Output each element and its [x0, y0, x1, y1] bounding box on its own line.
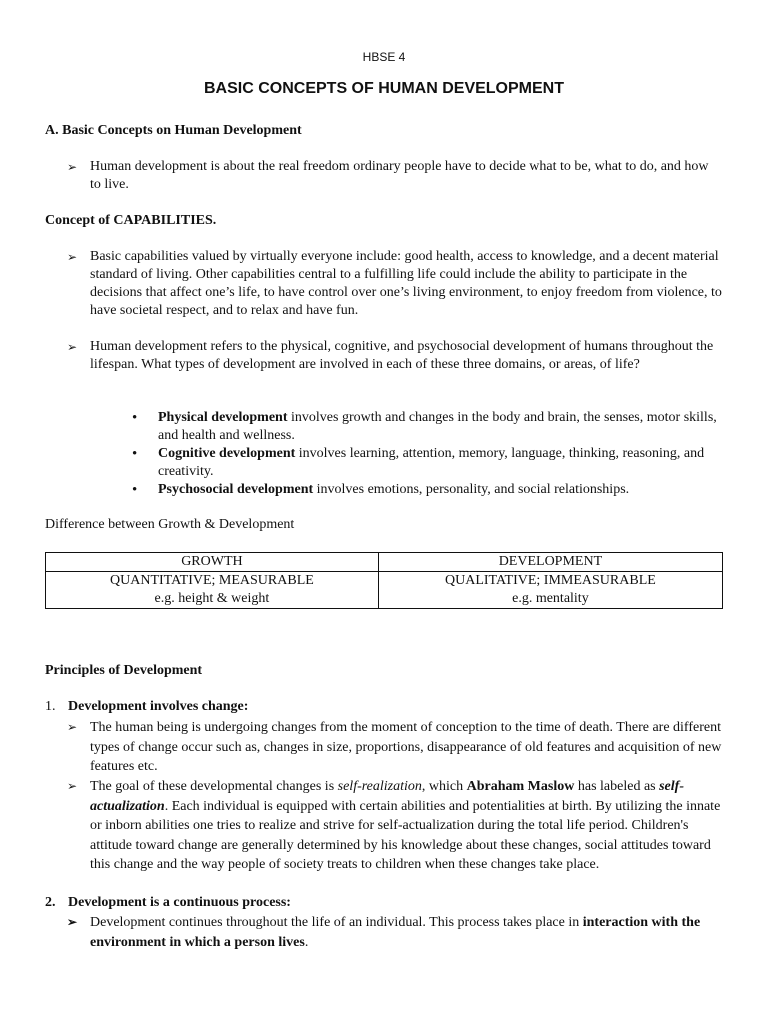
disc-bullet-icon: •	[132, 482, 138, 498]
page-header: HBSE 4	[362, 50, 406, 64]
table-header-cell: DEVELOPMENT	[378, 553, 722, 572]
list-item	[67, 777, 722, 875]
list-item	[67, 158, 722, 194]
text-run: The goal of these developmental changes is	[90, 779, 338, 794]
table-caption: Difference between Growth & Development	[45, 517, 295, 532]
domain-term: Cognitive development	[158, 446, 296, 461]
arrow-bullet-icon: ➢	[67, 250, 78, 264]
list-item-text: Human development refers to the physical, cognitive, and psychosocial development of humans throughout the lifespan. What types of development are involved in each of these three domains, or areas, of life?	[90, 339, 714, 372]
text-run: .	[304, 934, 309, 950]
disc-bullet-icon: •	[132, 410, 138, 426]
list-item-text: The human being is undergoing changes from the moment of conception to the time of death. There are different types of change occur such as, changes in size, proportions, disappearance of old features and acquisition of new features etc.	[90, 720, 722, 774]
text-run: Development continues throughout the life of an individual. This process takes place in	[90, 915, 583, 930]
cell-line: e.g. mentality	[512, 591, 589, 606]
table-header-row	[46, 553, 723, 572]
capabilities-heading: Concept of CAPABILITIES.	[45, 213, 217, 228]
table-header-cell: GROWTH	[46, 553, 379, 572]
numbered-item	[45, 894, 725, 912]
arrow-bullet-icon: ➢	[67, 340, 78, 354]
arrow-bullet-icon: ➢	[67, 720, 78, 734]
list-item	[132, 409, 722, 445]
disc-bullet-icon: •	[132, 446, 138, 462]
text-run: Abraham Maslow	[466, 779, 575, 794]
text-run: , which	[421, 779, 467, 794]
arrow-bullet-icon: ➢	[67, 779, 78, 793]
item-title: Development involves change:	[68, 699, 249, 714]
section-a-heading: A. Basic Concepts on Human Development	[45, 123, 302, 138]
growth-development-table	[45, 552, 723, 609]
list-item	[67, 913, 722, 952]
list-item-text	[90, 777, 722, 875]
item-number: 2.	[45, 895, 56, 910]
list-item-text: Human development is about the real freedom ordinary people have to decide what to be, what to do, and how to live.	[90, 159, 709, 192]
list-item	[132, 445, 722, 481]
text-run: self-actualization	[90, 779, 684, 814]
table-cell	[46, 572, 379, 609]
list-item-text: Basic capabilities valued by virtually everyone include: good health, access to knowledge, and a decent material standard of living. Other capabilities central to a fulfilling life could include the ability to participate in the decisions that affect one’s life, to have control over one’s living environment, to enjoy freedom from violence, to have societal respect, and to relax and have fun.	[90, 249, 722, 318]
domain-term: Physical development	[158, 410, 288, 425]
text-run: interaction with the environment in which a person lives	[90, 915, 701, 950]
table-row	[46, 572, 723, 609]
numbered-item	[45, 698, 725, 716]
text-run: self-realization	[337, 779, 422, 794]
principles-heading: Principles of Development	[45, 663, 203, 678]
item-number: 1.	[45, 699, 56, 714]
domain-term: Psychosocial development	[158, 482, 314, 497]
domain-description: involves learning, attention, memory, language, thinking, reasoning, and creativity.	[158, 446, 705, 479]
item-title: Development is a continuous process:	[68, 895, 291, 910]
table-cell	[378, 572, 722, 609]
domain-description: involves growth and changes in the body and brain, the senses, motor skills, and health and wellness.	[158, 410, 717, 443]
text-run: has labeled as	[574, 779, 660, 794]
cell-line: QUALITATIVE; IMMEASURABLE	[445, 573, 656, 588]
list-item	[132, 481, 722, 499]
arrow-bullet-icon: ➢	[67, 915, 78, 929]
list-item	[67, 248, 722, 320]
domain-description: involves emotions, personality, and social relationships.	[313, 482, 630, 497]
cell-line: QUANTITATIVE; MEASURABLE	[110, 573, 314, 588]
text-run: . Each individual is equipped with certain abilities and potentialities at birth. By utilizing the innate or inborn abilities one tries to realize and strive for self-actualization during the total life period. Children's attitude toward change are generally determined by his knowledge about these changes, social attitudes toward this change and the way people of society treats to children when these changes take place.	[90, 798, 721, 872]
cell-line: e.g. height & weight	[154, 591, 270, 606]
arrow-bullet-icon: ➢	[67, 160, 78, 174]
list-item-text	[90, 913, 722, 952]
list-item	[67, 338, 722, 374]
page-title: BASIC CONCEPTS OF HUMAN DEVELOPMENT	[203, 80, 564, 97]
list-item	[67, 718, 722, 777]
